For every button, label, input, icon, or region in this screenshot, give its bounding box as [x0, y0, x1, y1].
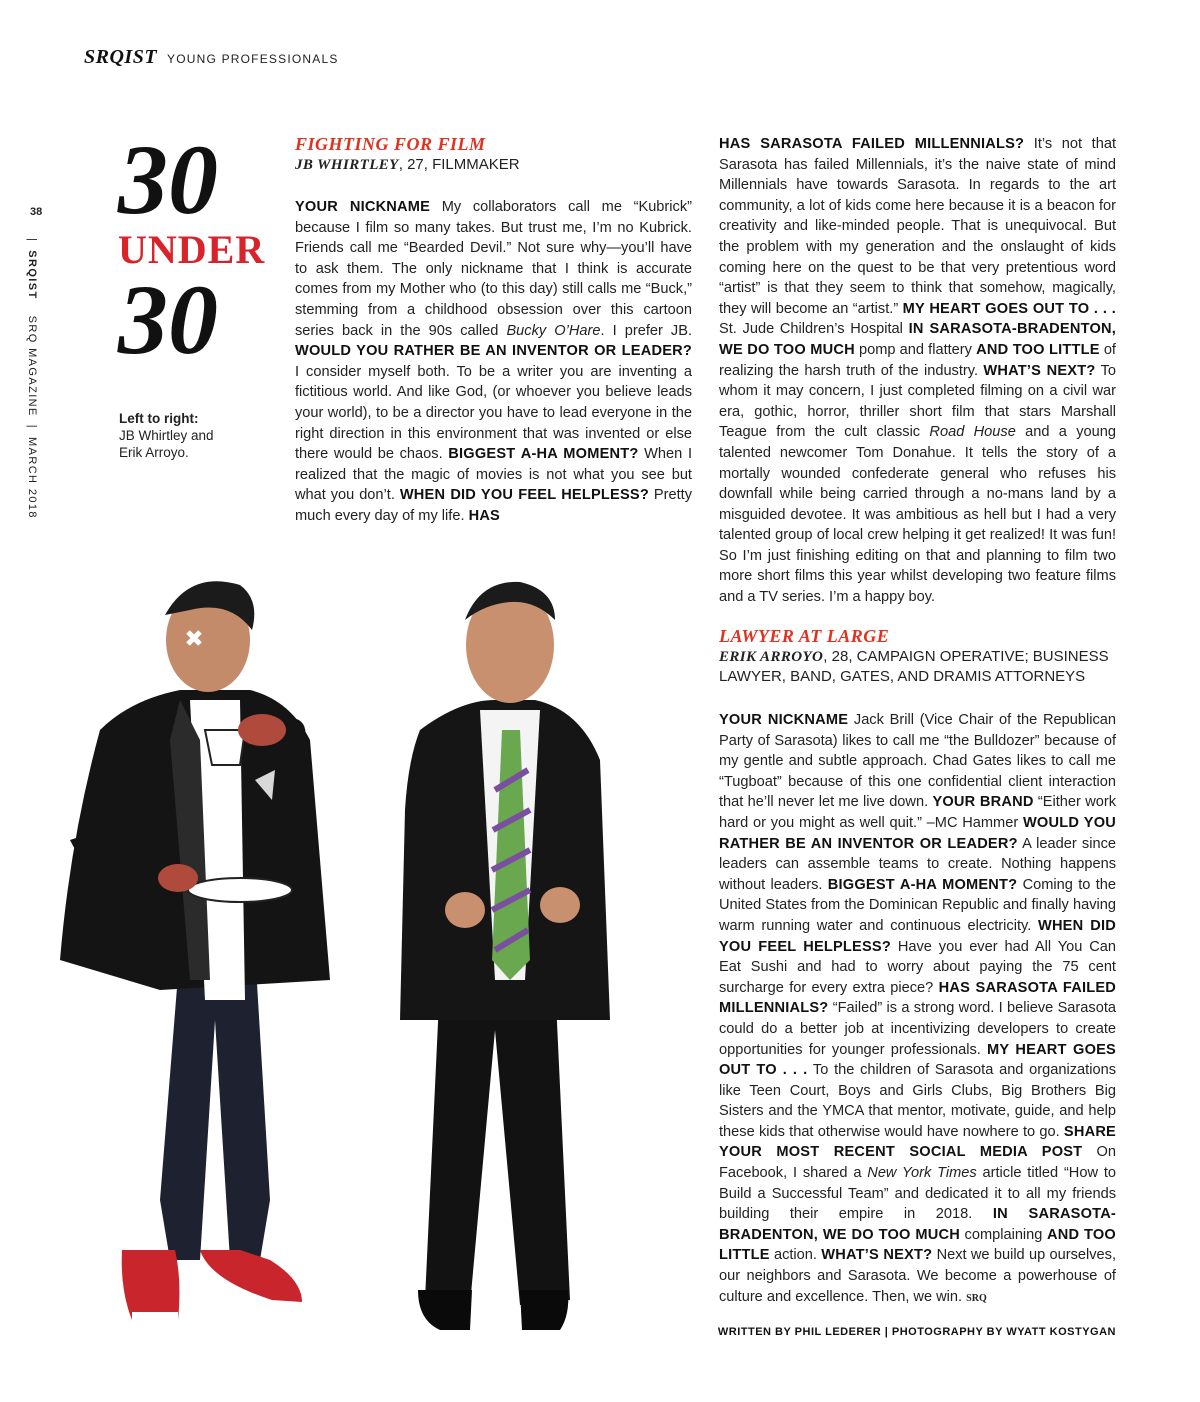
person-right: [400, 582, 610, 1330]
answer: of realizing the harsh truth of the industry.: [719, 341, 1116, 379]
answer: Next we build up ourselves, our neighbors and Sarasota. We become a powerhouse of culture and excellence. Then, we win.: [719, 1247, 1117, 1305]
article1-body-col2: [719, 134, 1116, 608]
question: YOUR BRAND: [932, 794, 1034, 811]
brand-logo: SRQIST: [84, 46, 158, 68]
question: MY HEART GOES OUT TO . . .: [902, 300, 1116, 317]
article1-header: [295, 134, 692, 175]
answer: I consider myself both. To be a writer you are inventing a fictitious world. And like God, (or whoever you believe leads your world), to be a director you have to lead everyone in the right direction in this environment that was invented or else there would be chaos.: [295, 363, 692, 463]
question: IN SARASOTA-BRADENTON, WE DO TOO MUCH: [719, 321, 1116, 358]
answer: pomp and flattery: [854, 341, 977, 358]
answer-italic: Road House: [929, 424, 1016, 441]
article1-body-continued: [719, 134, 1116, 608]
question: YOUR NICKNAME: [295, 199, 431, 215]
caption-line-2: Erik Arroyo.: [119, 445, 189, 460]
article1-name: JB WHIRTLEY: [295, 157, 399, 173]
article2-name: ERIK ARROYO: [719, 649, 824, 665]
article2-heading: LAWYER AT LARGE: [719, 626, 890, 646]
caption-line-1: JB Whirtley and: [119, 428, 214, 443]
answer-italic: Bucky O’Hare: [506, 322, 601, 339]
question-continued: HAS: [468, 507, 500, 524]
article2-text: [719, 710, 1116, 1309]
question: AND TOO LITTLE: [976, 341, 1100, 358]
feature-number-top: 30: [118, 124, 218, 235]
answer-italic: New York Times: [867, 1165, 977, 1182]
answer: A leader since leaders can assemble teams to create. Nothing happens without leaders.: [719, 835, 1116, 893]
question: AND TOO LITTLE: [719, 1226, 1116, 1264]
portrait-photo: [40, 560, 680, 1360]
question: IN SARASOTA-BRADENTON, WE DO TOO MUCH: [719, 1206, 1116, 1243]
masthead: [84, 46, 339, 69]
article2-body: [719, 710, 1116, 1309]
answer: Pretty much every day of my life.: [295, 487, 692, 524]
question: BIGGEST A-HA MOMENT?: [448, 446, 639, 463]
question: WHAT’S NEXT?: [983, 362, 1096, 379]
article2-details: , 28, CAMPAIGN OPERATIVE; BUSINESS LAWYER, BAND, GATES, AND DRAMIS ATTORNEYS: [719, 648, 1109, 685]
question: BIGGEST A-HA MOMENT?: [827, 876, 1018, 893]
section-label: YOUNG PROFESSIONALS: [167, 52, 339, 66]
folio-magazine: SRQ MAGAZINE: [26, 315, 38, 417]
answer: St. Jude Children’s Hospital: [719, 321, 909, 338]
feature-number-bottom: 30: [118, 264, 218, 375]
photo-credits: WRITTEN BY PHIL LEDERER | PHOTOGRAPHY BY WYATT KOSTYGAN: [717, 1326, 1116, 1338]
folio-issue: MARCH 2018: [26, 437, 38, 519]
question: SHARE YOUR MOST RECENT SOCIAL MEDIA POST: [719, 1123, 1116, 1161]
answer: action.: [769, 1247, 822, 1264]
question: WOULD YOU RATHER BE AN INVENTOR OR LEADER?: [719, 814, 1116, 852]
end-mark: SRQ: [966, 1292, 987, 1304]
question: HAS SARASOTA FAILED MILLENNIALS?: [719, 979, 1116, 1017]
answer: “Failed” is a strong word. I believe Sarasota could do a better job at incentivizing developers to create opportunities for younger professionals.: [719, 1000, 1116, 1058]
question: WHEN DID YOU FEEL HELPLESS?: [719, 917, 1116, 955]
answer: complaining: [959, 1226, 1048, 1243]
question: WHAT’S NEXT?: [821, 1247, 933, 1264]
question: MY HEART GOES OUT TO . . .: [719, 1041, 1116, 1079]
answer: article titled “How to Build a Successful Team” and dedicated it to all my friends building their empire in 2018.: [719, 1165, 1117, 1223]
article1-heading: FIGHTING FOR FILM: [295, 134, 486, 154]
answer: and a young talented newcomer Tom Donahue. It tells the story of a mortally wounded confederate general who refuses his downfall while being carried through a no-mans land by a misguided devotee. It was ambitious as hell but I had a very talented group of local crew helping it get realized! It was fun! So I’m just finishing editing on that and planning to film two more short films this year whilst developing two feature films and a TV series. I’m a happy boy.: [719, 424, 1116, 606]
article1-body-col1: [295, 197, 692, 527]
article1-byline: [295, 155, 692, 175]
article2-header: [719, 626, 1116, 687]
page-number: 38: [30, 206, 43, 218]
answer: “Either work hard or you might as well quit.” –MC Hammer: [719, 794, 1117, 831]
article1-body: [295, 197, 692, 527]
folio-publication: SRQIST: [26, 250, 38, 300]
question: WHEN DID YOU FEEL HELPLESS?: [399, 487, 649, 504]
answer: When I realized that the magic of movies is not what you see but what you don’t.: [295, 446, 692, 504]
answer: Have you ever had All You Can Eat Sushi and had to worry about paying the 75 cent surcharge for every extra piece?: [719, 938, 1116, 996]
answer: It’s not that Sarasota has failed Millennials, it’s the naive state of mind Millennials have towards Sarasota. In regards to the art community, a lot of kids come here because it is a beacon for creativity and like-minded people. That is unequivocal. But the problem with my generation and the onslaught of kids coming here on the quest to be that very pretentious word “artist” is that they seem to think that somehow, magically, they will become an “artist.”: [719, 136, 1116, 317]
answer: My collaborators call me “Kubrick” because I film so many takes. But trust me, I’m no Kubrick. Friends call me “Bearded Devil.” Not sure why—you’ll have to ask them. The only nickname that I think is accurate comes from my Mother who (to this day) still calls me “Buck,” stemming from a childhood obsession over this cartoon series back in the 90s called: [295, 199, 692, 339]
caption-label: Left to right:: [119, 411, 199, 426]
photo-caption: [119, 410, 214, 461]
article2-byline: [719, 647, 1116, 687]
question: YOUR NICKNAME: [719, 712, 849, 728]
answer: . I prefer JB.: [600, 322, 692, 339]
article1-details: , 27, FILMMAKER: [398, 156, 520, 173]
question: WOULD YOU RATHER BE AN INVENTOR OR LEADER?: [295, 343, 692, 360]
person-left: [60, 581, 330, 1320]
feature-under: UNDER: [118, 227, 266, 272]
question: HAS SARASOTA FAILED MILLENNIALS?: [719, 136, 1025, 152]
answer: On Facebook, I shared a: [719, 1144, 1116, 1182]
answer: Jack Brill (Vice Chair of the Republican Party of Sarasota) likes to call me “the Bulldozer” because of my gentle and subtle approach. Chad Gates likes to call me “Tugboat” because of this one confidential client interaction that he’ll never let me live down.: [719, 712, 1117, 811]
answer: Coming to the United States from the Dominican Republic and finally having warm running water and continuous electricity.: [719, 876, 1116, 934]
answer: To whom it may concern, I just completed filming on a civil war era, gothic, horror, thriller short film that stars Marshall Teague from the cult classic: [719, 362, 1116, 441]
answer: To the children of Sarasota and organizations like Teen Court, Boys and Girls Clubs, Big Brothers Big Sisters and the YMCA that mentor, motivate, guide, and help these kids that otherwise would have nowhere to go.: [719, 1062, 1116, 1140]
